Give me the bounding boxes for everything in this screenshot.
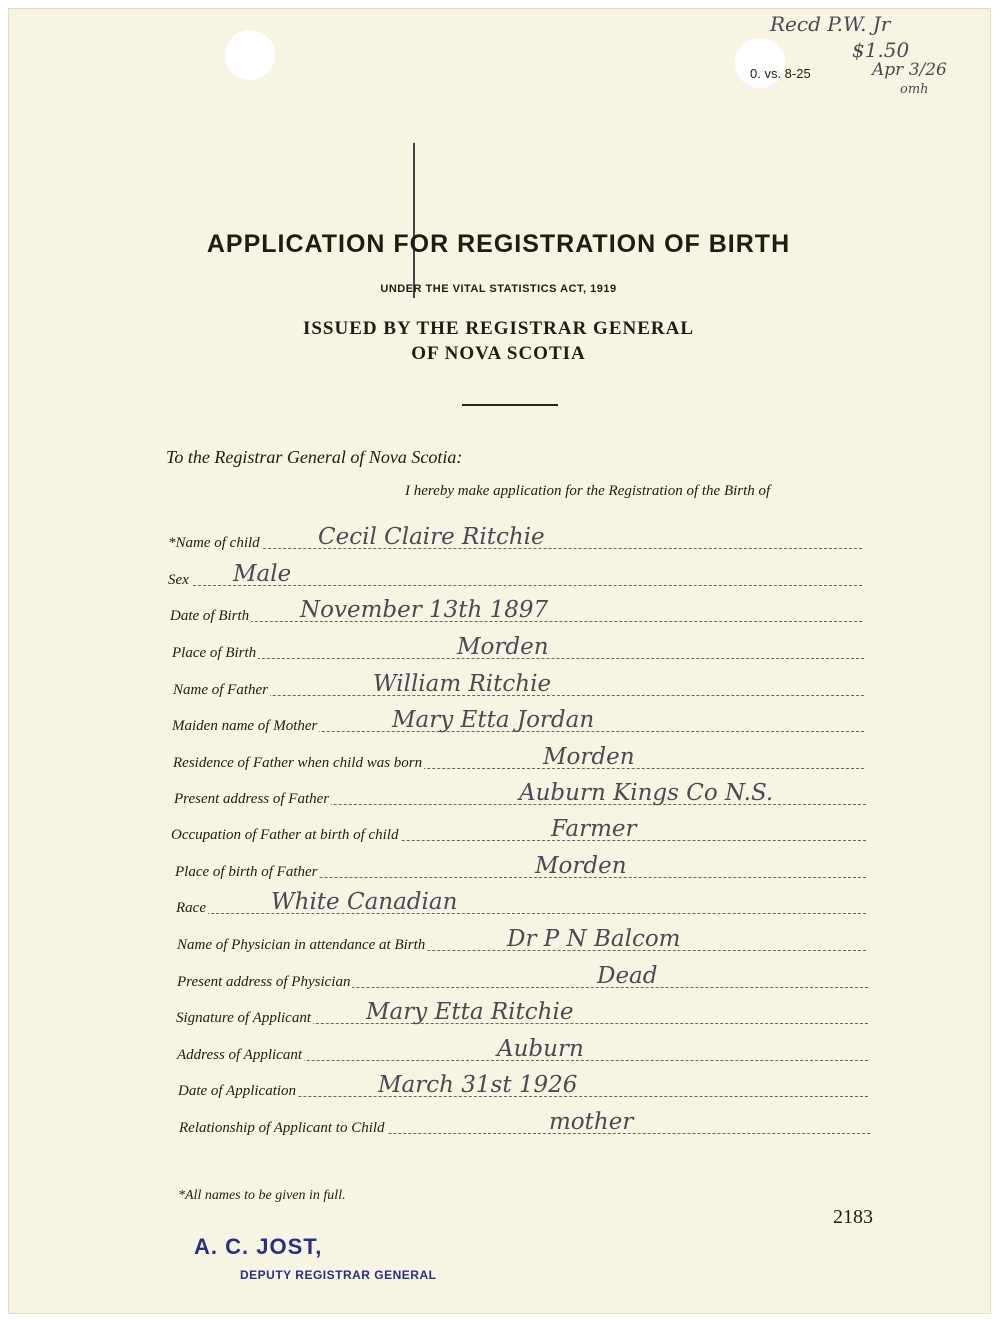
issuer-line-2: OF NOVA SCOTIA [411,343,586,364]
application-statement: I hereby make application for the Registration of the Birth of [405,483,771,499]
form-row [168,561,862,589]
field-value: Dead [597,963,658,989]
field-value: Mary Etta Jordan [392,707,595,733]
footnote: *All names to be given in full. [178,1188,346,1203]
field-value: William Ritchie [373,671,552,697]
form-row [171,816,866,844]
form-row [177,963,868,991]
ink-stroke [413,143,415,298]
field-label: Address of Applicant [177,1047,302,1063]
field-value: Cecil Claire Ritchie [318,524,545,550]
field-label: Name of Physician in attendance at Birth [177,937,426,953]
form-row [178,1072,868,1100]
record-number: 2183 [833,1206,873,1228]
form-row [177,1036,868,1064]
field-label: Date of Application [178,1083,297,1099]
field-value: mother [549,1109,634,1135]
form-row [176,889,866,917]
addressee-line: To the Registrar General of Nova Scotia: [166,447,463,467]
fee-note: $1.50 [852,38,910,62]
title-divider [462,404,558,406]
field-value: Auburn [497,1036,584,1062]
form-row [175,853,866,881]
field-label: Residence of Father when child was born [173,755,423,771]
field-value: Morden [535,853,627,879]
field-label: Place of birth of Father [175,864,318,880]
field-value: March 31st 1926 [378,1072,578,1098]
form-row [177,926,866,954]
field-value: Morden [543,744,635,770]
form-row [168,524,862,552]
punch-hole-left [225,30,275,80]
form-row [173,671,864,699]
field-label: Date of Birth [170,608,250,624]
field-value: Male [233,561,292,587]
field-value: November 13th 1897 [300,597,549,623]
field-label: Present address of Physician [177,974,351,990]
field-label: Relationship of Applicant to Child [179,1120,385,1136]
registrar-stamp-name: A. C. JOST, [194,1234,323,1259]
form-row [179,1109,870,1137]
field-label: Sex [168,572,189,588]
field-label: Place of Birth [172,645,257,661]
field-label: Present address of Father [174,791,330,807]
field-label: Name of Father [173,682,268,698]
field-label: *Name of child [168,535,260,551]
form-row [170,597,862,625]
field-value: Mary Etta Ritchie [366,999,574,1025]
field-label: Race [176,900,206,916]
field-value: Auburn Kings Co N.S. [519,780,774,806]
field-value: Dr P N Balcom [507,926,681,952]
form-row [176,999,868,1027]
received-note: Recd P.W. Jr [770,12,891,36]
date-note: Apr 3/26 [872,60,947,80]
field-value: Farmer [551,816,637,842]
field-label: Maiden name of Mother [172,718,318,734]
form-row [172,707,864,735]
initials-note: omh [900,82,929,97]
form-row [173,744,864,772]
form-title: APPLICATION FOR REGISTRATION OF BIRTH [206,230,791,258]
form-row [172,634,864,662]
form-code: 0. vs. 8-25 [750,66,811,81]
field-label: Occupation of Father at birth of child [171,827,399,843]
field-value: Morden [457,634,549,660]
issuer-line-1: ISSUED BY THE REGISTRAR GENERAL [302,318,695,339]
form-subtitle: UNDER THE VITAL STATISTICS ACT, 1919 [380,283,617,295]
field-value: White Canadian [271,889,458,915]
field-label: Signature of Applicant [176,1010,311,1026]
form-row [174,780,866,808]
registrar-stamp-title: DEPUTY REGISTRAR GENERAL [240,1268,437,1282]
